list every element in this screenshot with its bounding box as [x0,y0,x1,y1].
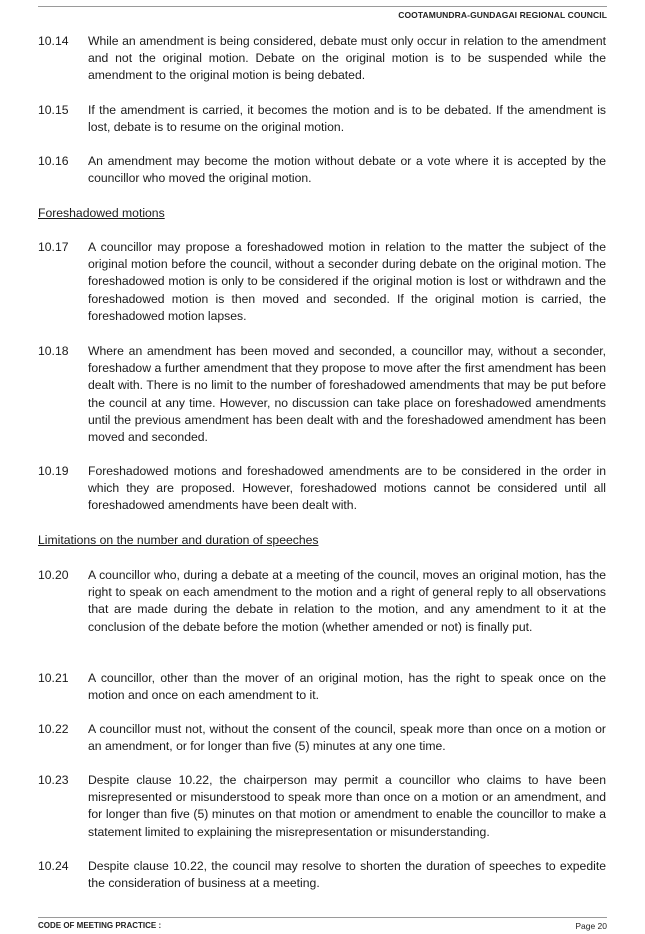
footer-page-number: Page 20 [575,921,607,931]
clause-number: 10.20 [38,568,69,582]
clause-number: 10.19 [38,464,69,478]
section-heading-foreshadowed-motions: Foreshadowed motions [38,206,165,220]
clause-10-21 [38,670,606,704]
clause-number: 10.23 [38,773,69,787]
clause-number: 10.14 [38,34,69,48]
clause-10-18 [38,343,606,446]
clause-10-23 [38,772,606,841]
clause-text: A councillor must not, without the consent of the council, speak more than once on a motion or an amendment, or for longer than five (5) minutes at any one time. [88,722,606,754]
clause-number: 10.18 [38,344,69,358]
footer-document-title: CODE OF MEETING PRACTICE : [38,921,162,930]
clause-text: Where an amendment has been moved and seconded, a councillor may, without a seconder, foreshadow a further amendment that they propose to move after the first amendment has been dealt with. There is no limit to the number of foreshadowed amendments that may be put before the council at any time. However, no discussion can take place on foreshadowed amendments until the previous amendment has been dealt with and the foreshadowed amendment has been moved and seconded. [88,344,606,445]
clause-text: Foreshadowed motions and foreshadowed amendments are to be considered in the order in which they are proposed. However, foreshadowed motions cannot be considered until all foreshadowed amendments have been dealt with. [88,464,606,513]
clause-number: 10.16 [38,154,69,168]
clause-text: If the amendment is carried, it becomes the motion and is to be debated. If the amendment is lost, debate is to resume on the original motion. [88,103,606,135]
clause-text: While an amendment is being considered, debate must only occur in relation to the amendment and not the original motion. Debate on the original motion is to be suspended while the amendment to the original motion is being debated. [88,34,606,83]
clause-10-17 [38,239,606,325]
clause-10-24 [38,858,606,892]
section-heading-limitations: Limitations on the number and duration of speeches [38,533,319,547]
clause-number: 10.22 [38,722,69,736]
footer-divider [38,917,607,918]
clause-number: 10.24 [38,859,69,873]
clause-text: A councillor, other than the mover of an original motion, has the right to speak once on the motion and once on each amendment to it. [88,671,606,703]
clause-10-19 [38,463,606,515]
clause-10-20 [38,567,606,636]
clause-10-15 [38,102,606,136]
clause-text: An amendment may become the motion without debate or a vote where it is accepted by the councillor who moved the original motion. [88,154,606,186]
clause-number: 10.17 [38,240,69,254]
clause-number: 10.21 [38,671,69,685]
header-divider [38,6,607,7]
clause-10-22 [38,721,606,755]
clause-number: 10.15 [38,103,69,117]
clause-10-14 [38,33,606,85]
clause-10-16 [38,153,606,187]
clause-text: A councillor may propose a foreshadowed motion in relation to the matter the subject of the original motion before the council, without a seconder during debate on the original motion. The foreshadowed motion is only to be considered if the original motion is lost or withdrawn and the foreshadowed motion is then moved and seconded. If the original motion is carried, the foreshadowed motion lapses. [88,240,606,323]
clause-text: Despite clause 10.22, the council may resolve to shorten the duration of speeches to expedite the consideration of business at a meeting. [88,859,606,891]
clause-text: Despite clause 10.22, the chairperson may permit a councillor who claims to have been misrepresented or misunderstood to speak more than once on a motion or an amendment, and for longer than five (5) minutes on that motion or amendment to enable the councillor to make a statement limited to explaining the misrepresentation or misunderstanding. [88,773,606,839]
header-title: COOTAMUNDRA-GUNDAGAI REGIONAL COUNCIL [398,10,607,20]
clause-text: A councillor who, during a debate at a meeting of the council, moves an original motion, has the right to speak on each amendment to the motion and a right of general reply to all observations that are made during the debate in relation to the motion, and any amendment to it at the conclusion of the debate before the motion (whether amended or not) is finally put. [88,568,606,634]
